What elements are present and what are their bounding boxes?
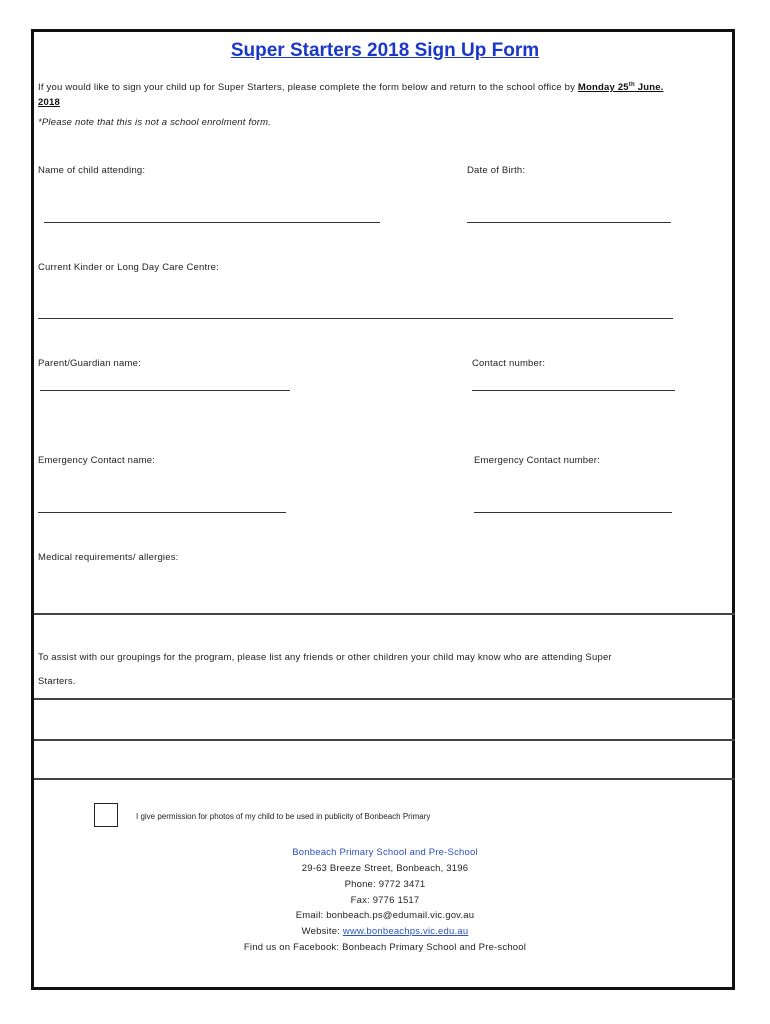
friends-field-line-1[interactable] (34, 698, 735, 700)
guardian-field[interactable] (40, 390, 290, 391)
deadline-year: 2018 (38, 97, 60, 109)
website-link[interactable]: www.bonbeachps.vic.edu.au (342, 926, 469, 937)
school-website (0, 926, 770, 937)
enrolment-note: *Please note that this is not a school enrolment form. (38, 117, 272, 128)
friends-field-line-2[interactable] (34, 739, 735, 741)
photo-permission-checkbox[interactable] (94, 803, 118, 827)
emergency-name-label: Emergency Contact name: (38, 455, 156, 466)
guardian-label: Parent/Guardian name: (38, 358, 141, 369)
intro-body: If you would like to sign your child up for Super Starters, please complete the form below and return to the school office by (38, 82, 576, 94)
child-name-field[interactable] (44, 222, 380, 223)
contact-label: Contact number: (472, 358, 546, 369)
child-name-label: Name of child attending: (38, 165, 146, 176)
school-address: 29-63 Breeze Street, Bonbeach, 3196 (301, 863, 469, 874)
emergency-number-label: Emergency Contact number: (474, 455, 600, 466)
kinder-label: Current Kinder or Long Day Care Centre: (38, 262, 219, 273)
friends-field-line-3[interactable] (34, 778, 735, 780)
school-email: Email: bonbeach.ps@edumail.vic.gov.au (295, 910, 475, 921)
medical-label: Medical requirements/ allergies: (38, 552, 179, 563)
photo-permission-text: I give permission for photos of my child to be used in publicity of Bonbeach Primary (136, 812, 431, 821)
website-label: Website: (301, 926, 343, 937)
kinder-field[interactable] (38, 318, 673, 319)
school-facebook: Find us on Facebook: Bonbeach Primary School and Pre-school (243, 942, 527, 953)
medical-field-line[interactable] (34, 613, 735, 615)
friends-label-line2: Starters. (38, 676, 76, 687)
dob-field[interactable] (467, 222, 671, 223)
emergency-number-field[interactable] (474, 512, 672, 513)
contact-field[interactable] (472, 390, 675, 391)
dob-label: Date of Birth: (467, 165, 526, 176)
school-name: Bonbeach Primary School and Pre-School (292, 847, 478, 858)
form-title: Super Starters 2018 Sign Up Form (230, 40, 540, 61)
school-fax: Fax: 9776 1517 (350, 895, 420, 906)
intro-text (38, 78, 718, 110)
school-phone: Phone: 9772 3471 (344, 879, 426, 890)
deadline: Monday 25th June. (577, 82, 664, 94)
emergency-name-field[interactable] (38, 512, 286, 513)
friends-label-line1: To assist with our groupings for the program, please list any friends or other children your child may know who are attending Super (38, 652, 612, 663)
